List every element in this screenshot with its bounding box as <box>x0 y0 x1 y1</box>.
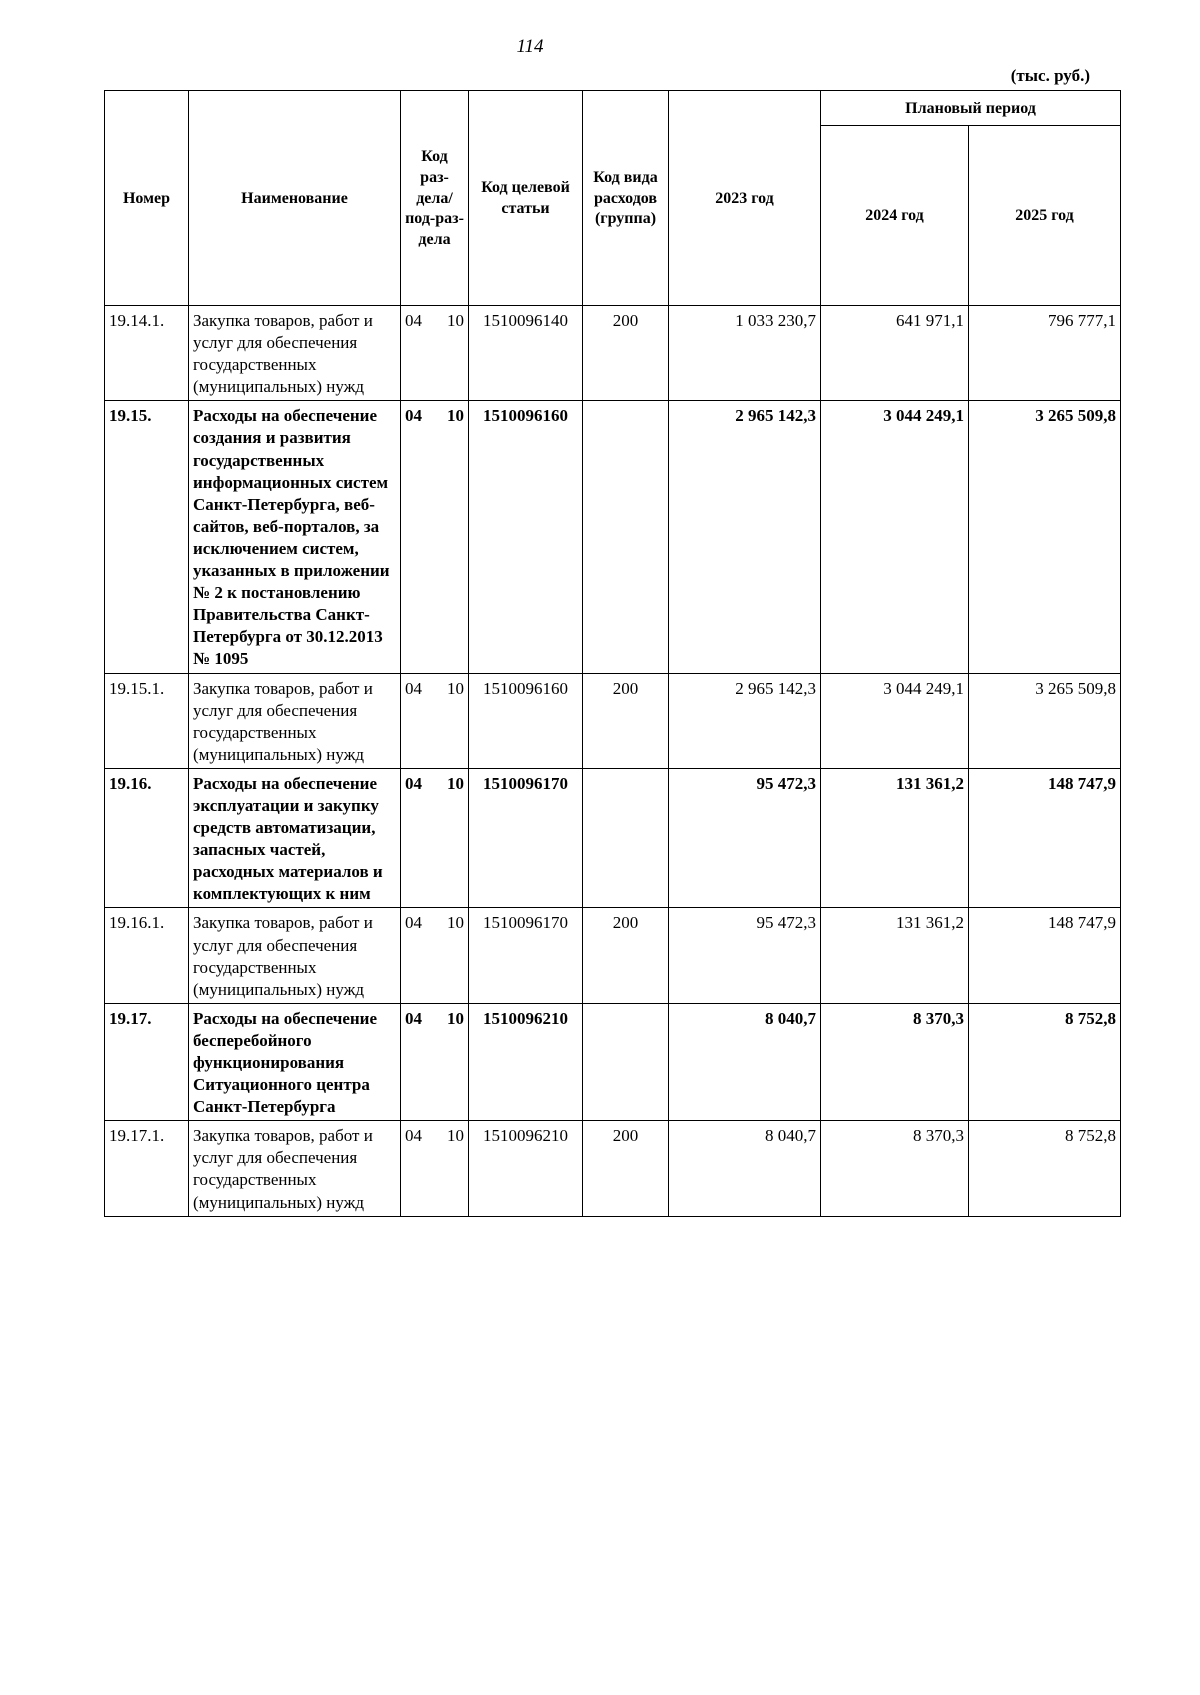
section-code-wrap <box>405 773 464 795</box>
row-amount-2024: 131 361,2 <box>821 768 969 908</box>
row-expense-code <box>583 1003 669 1120</box>
row-amount-2024: 8 370,3 <box>821 1003 969 1120</box>
row-amount-2024: 131 361,2 <box>821 908 969 1003</box>
row-number: 19.15.1. <box>105 673 189 768</box>
row-amount-2025: 8 752,8 <box>969 1003 1121 1120</box>
row-target-code: 1510096160 <box>469 673 583 768</box>
row-section-code <box>401 1003 469 1120</box>
row-amount-2023: 8 040,7 <box>669 1003 821 1120</box>
budget-table <box>104 90 1121 1217</box>
row-section-code <box>401 306 469 401</box>
row-target-code: 1510096210 <box>469 1003 583 1120</box>
row-amount-2025: 3 265 509,8 <box>969 401 1121 673</box>
table-body <box>105 306 1121 1217</box>
section-code-wrap <box>405 678 464 700</box>
row-section-code <box>401 908 469 1003</box>
section-code: 04 <box>405 678 422 698</box>
section-code-wrap <box>405 310 464 332</box>
row-section-code <box>401 673 469 768</box>
row-number: 19.16.1. <box>105 908 189 1003</box>
page-number: 114 <box>516 36 544 57</box>
section-code-wrap <box>405 1125 464 1147</box>
table-row <box>105 673 1121 768</box>
row-amount-2025: 796 777,1 <box>969 306 1121 401</box>
row-expense-code: 200 <box>583 1121 669 1216</box>
header-number: Номер <box>105 91 189 306</box>
header-target-code: Код целевой статьи <box>469 91 583 306</box>
row-amount-2024: 3 044 249,1 <box>821 401 969 673</box>
row-expense-code: 200 <box>583 306 669 401</box>
table-row <box>105 401 1121 673</box>
section-code: 04 <box>405 773 422 793</box>
row-name: Закупка товаров, работ и услуг для обеспечения государственных (муниципальных) нужд <box>189 306 401 401</box>
table-row <box>105 768 1121 908</box>
header-year-2024: 2024 год <box>821 126 969 306</box>
row-amount-2023: 95 472,3 <box>669 908 821 1003</box>
row-number: 19.17. <box>105 1003 189 1120</box>
header-planned-period: Плановый период <box>821 91 1121 126</box>
row-amount-2025: 8 752,8 <box>969 1121 1121 1216</box>
header-year-2023: 2023 год <box>669 91 821 306</box>
section-code-wrap <box>405 912 464 934</box>
row-expense-code: 200 <box>583 908 669 1003</box>
row-name: Закупка товаров, работ и услуг для обеспечения государственных (муниципальных) нужд <box>189 673 401 768</box>
row-amount-2023: 2 965 142,3 <box>669 673 821 768</box>
row-target-code: 1510096160 <box>469 401 583 673</box>
row-expense-code <box>583 768 669 908</box>
row-amount-2023: 2 965 142,3 <box>669 401 821 673</box>
table-row <box>105 306 1121 401</box>
row-expense-code <box>583 401 669 673</box>
row-number: 19.16. <box>105 768 189 908</box>
row-section-code <box>401 401 469 673</box>
row-name: Расходы на обеспечение эксплуатации и закупку средств автоматизации, запасных частей, расходных материалов и комплектующих к ним <box>189 768 401 908</box>
subsection-code: 10 <box>447 773 464 793</box>
row-target-code: 1510096170 <box>469 768 583 908</box>
table-row <box>105 1121 1121 1216</box>
row-amount-2024: 641 971,1 <box>821 306 969 401</box>
row-amount-2024: 8 370,3 <box>821 1121 969 1216</box>
row-expense-code: 200 <box>583 673 669 768</box>
row-amount-2025: 3 265 509,8 <box>969 673 1121 768</box>
row-name: Расходы на обеспечение бесперебойного функционирования Ситуационного центра Санкт-Петербурга <box>189 1003 401 1120</box>
row-number: 19.15. <box>105 401 189 673</box>
section-code: 04 <box>405 406 422 426</box>
subsection-code: 10 <box>447 1126 464 1146</box>
units-label: (тыс. руб.) <box>1010 66 1090 85</box>
header-section-code: Код раз-дела/ под-раз-дела <box>401 91 469 306</box>
header-year-2025: 2025 год <box>969 126 1121 306</box>
row-section-code <box>401 768 469 908</box>
row-name: Закупка товаров, работ и услуг для обеспечения государственных (муниципальных) нужд <box>189 908 401 1003</box>
header-expense-code: Код вида расходов (группа) <box>583 91 669 306</box>
row-target-code: 1510096140 <box>469 306 583 401</box>
row-amount-2025: 148 747,9 <box>969 908 1121 1003</box>
section-code: 04 <box>405 1008 422 1028</box>
section-code-wrap <box>405 1008 464 1030</box>
row-amount-2023: 8 040,7 <box>669 1121 821 1216</box>
subsection-code: 10 <box>447 913 464 933</box>
row-name: Закупка товаров, работ и услуг для обеспечения государственных (муниципальных) нужд <box>189 1121 401 1216</box>
row-number: 19.17.1. <box>105 1121 189 1216</box>
section-code: 04 <box>405 311 422 330</box>
table-row <box>105 1003 1121 1120</box>
subsection-code: 10 <box>447 1008 464 1028</box>
row-target-code: 1510096170 <box>469 908 583 1003</box>
section-code-wrap <box>405 405 464 427</box>
section-code: 04 <box>405 1126 422 1146</box>
subsection-code: 10 <box>447 678 464 698</box>
row-amount-2023: 1 033 230,7 <box>669 306 821 401</box>
row-amount-2023: 95 472,3 <box>669 768 821 908</box>
row-name: Расходы на обеспечение создания и развития государственных информационных систем Санкт-Петербурга, веб-сайтов, веб-порталов, за исключением систем, указанных в приложении № 2 к постановлению Правительства Санкт-Петербурга от 30.12.2013 № 1095 <box>189 401 401 673</box>
row-number: 19.14.1. <box>105 306 189 401</box>
row-section-code <box>401 1121 469 1216</box>
table-row <box>105 908 1121 1003</box>
row-amount-2024: 3 044 249,1 <box>821 673 969 768</box>
row-target-code: 1510096210 <box>469 1121 583 1216</box>
subsection-code: 10 <box>447 311 464 330</box>
subsection-code: 10 <box>447 406 464 426</box>
row-amount-2025: 148 747,9 <box>969 768 1121 908</box>
section-code: 04 <box>405 913 422 933</box>
header-name: Наименование <box>189 91 401 306</box>
